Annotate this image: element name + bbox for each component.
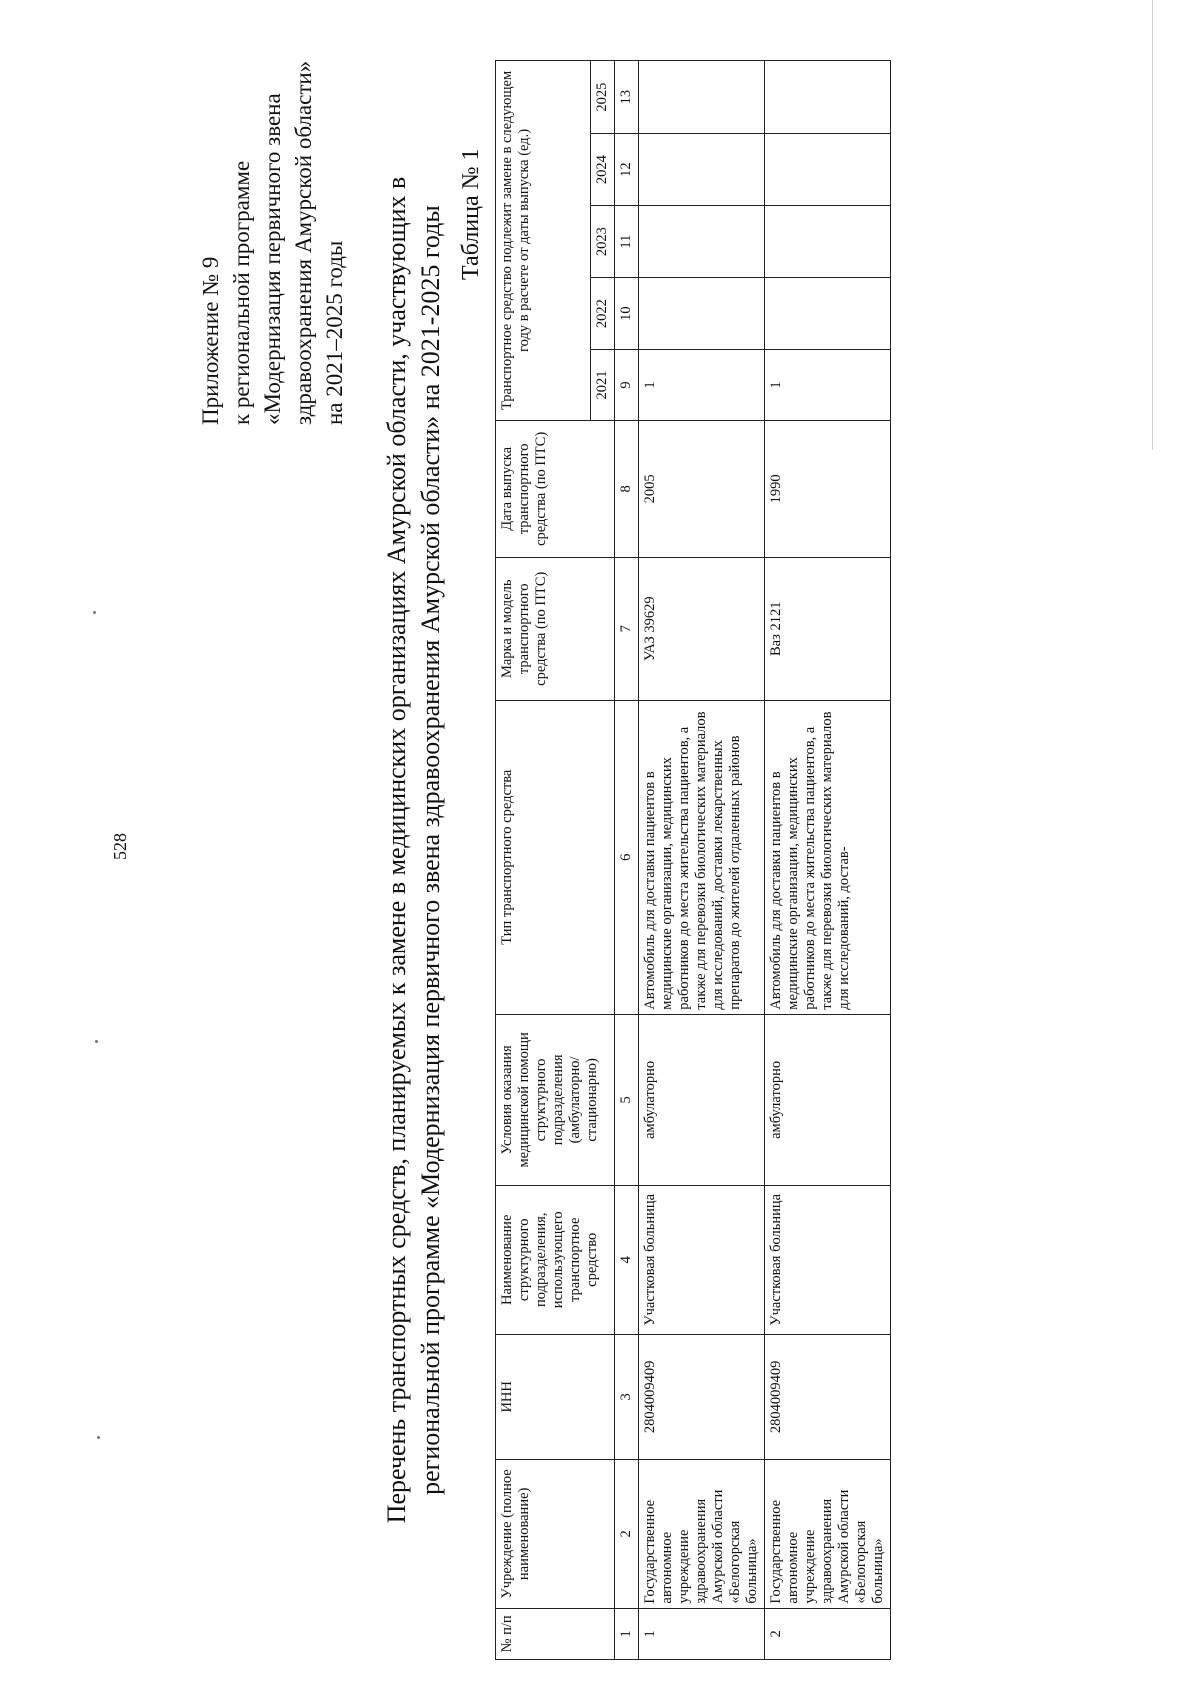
page-number: 528: [110, 833, 130, 860]
row-vehicle-type: Автомобиль для доставки пациентов в медицинские организации, медицинских работников до места жительства пациентов, а также для перевозки биологических материалов для исследований, доставки лекарственных препаратов до жителей отдаленных районов: [639, 700, 765, 1014]
header-release-date: Дата выпуска транспортного средства (по ПТС): [496, 420, 615, 557]
row-year-2022: [765, 278, 891, 350]
appendix-line: Приложение № 9: [198, 256, 223, 425]
title-line: региональной программе «Модернизация первичного звена здравоохранения Амурской области» на 2021-2025 годы: [416, 205, 445, 1495]
header-brand-model: Марка и модель транспортного средства (по ПТС): [496, 557, 615, 700]
row-year-2025: [639, 61, 765, 134]
row-brand-model: Ваз 2121: [765, 557, 891, 700]
table-number: Таблица № 1: [458, 148, 484, 280]
table-row: [765, 61, 891, 1660]
appendix-line: «Модернизация первичного звена: [260, 93, 285, 425]
row-inn: 2804009409: [765, 1334, 891, 1460]
header-subdivision: Наименование структурного подразделения, использующего транспортное средство: [496, 1186, 615, 1334]
row-conditions: амбулаторно: [765, 1014, 891, 1185]
header-year: 2022: [591, 278, 615, 350]
title-line: Перечень транспортных средств, планируемых к замене в медицинских организациях Амурской области, участвующих в: [382, 176, 411, 1524]
column-number: 9: [615, 350, 639, 421]
row-year-2024: [639, 134, 765, 206]
row-num: 2: [765, 1608, 891, 1659]
header-institution: Учреждение (полное наименование): [496, 1460, 615, 1608]
column-number: 2: [615, 1460, 639, 1608]
column-number: 10: [615, 278, 639, 350]
column-number: 3: [615, 1334, 639, 1460]
appendix-line: здравоохранения Амурской области»: [291, 60, 316, 425]
header-replacement: Транспортное средство подлежит замене в следующем году в расчете от даты выпуска (ед.): [496, 61, 591, 421]
row-year-2023: [765, 206, 891, 278]
column-number: 5: [615, 1014, 639, 1185]
appendix-header: [195, 61, 350, 425]
column-number: 1: [615, 1608, 639, 1659]
document-title: [380, 40, 448, 1660]
row-year-2024: [765, 134, 891, 206]
table-header-row: [496, 61, 591, 1660]
row-year-2021: 1: [765, 350, 891, 421]
row-year-2023: [639, 206, 765, 278]
row-conditions: амбулаторно: [639, 1014, 765, 1185]
vehicles-table: [495, 60, 891, 1660]
row-release-date: 2005: [639, 420, 765, 557]
header-year: 2023: [591, 206, 615, 278]
row-institution: Государственное автономное учреждение здравоохранения Амурской области «Белогорская больница»: [639, 1460, 765, 1608]
column-numbers-row: [615, 61, 639, 1660]
column-number: 11: [615, 206, 639, 278]
row-year-2021: 1: [639, 350, 765, 421]
column-number: 13: [615, 61, 639, 134]
header-conditions: Условия оказания медицинской помощи структурного подразделения (амбулаторно/ стационарно): [496, 1014, 615, 1185]
column-number: 4: [615, 1186, 639, 1334]
row-release-date: 1990: [765, 420, 891, 557]
header-inn: ИНН: [496, 1334, 615, 1460]
rotated-page: [90, 40, 1170, 1660]
table-row: [639, 61, 765, 1660]
appendix-line: к региональной программе: [229, 160, 254, 425]
row-year-2022: [639, 278, 765, 350]
column-number: 8: [615, 420, 639, 557]
appendix-line: на 2021–2025 годы: [322, 240, 347, 425]
row-brand-model: УАЗ 39629: [639, 557, 765, 700]
header-year: 2024: [591, 134, 615, 206]
row-year-2025: [765, 61, 891, 134]
header-year: 2025: [591, 61, 615, 134]
header-vehicle-type: Тип транспортного средства: [496, 700, 615, 1014]
row-inn: 2804009409: [639, 1334, 765, 1460]
row-num: 1: [639, 1608, 765, 1659]
header-year: 2021: [591, 350, 615, 421]
row-subdivision: Участковая больница: [639, 1186, 765, 1334]
row-vehicle-type: Автомобиль для доставки пациентов в медицинские организации, медицинских работников до места жительства пациентов, а также для перевозки биологических материалов для исследований, достав-: [765, 700, 891, 1014]
header-num: № п/п: [496, 1608, 615, 1659]
row-institution: Государственное автономное учреждение здравоохранения Амурской области «Белогорская больница»: [765, 1460, 891, 1608]
column-number: 7: [615, 557, 639, 700]
column-number: 12: [615, 134, 639, 206]
column-number: 6: [615, 700, 639, 1014]
row-subdivision: Участковая больница: [765, 1186, 891, 1334]
